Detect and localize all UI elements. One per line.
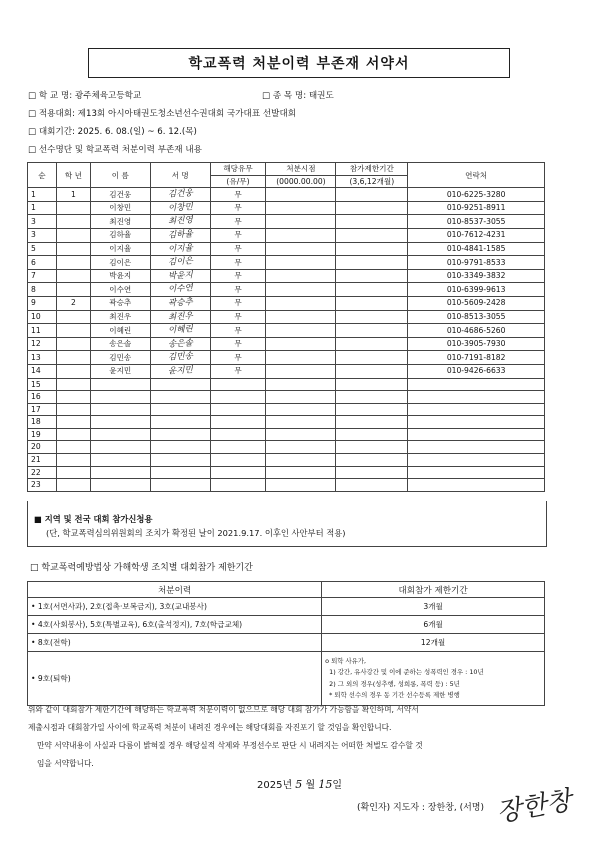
school-name: □ 학 교 명: 광주체육고등학교 [28,91,142,101]
col-name-header: 이 름 [90,163,150,188]
limit-history: • 9호(퇴학) [28,652,322,706]
row-no: 16 [28,391,57,404]
row-contact [408,378,545,391]
row-signature [150,416,210,429]
condition-line: * 퇴학 선수의 경우 동 기간 선수등록 제한 병행 [329,691,460,699]
roster-row [28,256,545,270]
roster-row [28,201,545,215]
row-contact [408,466,545,479]
row-has-record: 무 [210,310,266,324]
row-has-record: 무 [210,296,266,310]
signature-mark: 윤지민 [167,365,193,377]
row-contact [408,391,545,404]
row-contact: 010-8537-3055 [408,215,545,229]
row-signature [150,378,210,391]
row-contact: 010-3905-7930 [408,337,545,351]
row-name: 김민송 [90,351,150,365]
row-grade [56,416,90,429]
roster-row [28,215,545,229]
col-contact-header: 연락처 [408,163,545,188]
row-no: 14 [28,364,57,378]
signature-mark: 이수연 [167,283,193,295]
row-contact: 010-5609-2428 [408,296,545,310]
row-disposition-date [266,188,336,202]
row-signature [150,201,210,215]
pledge-line-3: 만약 서약내용이 사실과 다름이 밝혀질 경우 해당실적 삭제와 부정선수로 판단 시 내려지는 어떠한 처벌도 감수할 것 [37,741,423,750]
row-disposition-date [266,310,336,324]
notice-line-2: (단, 학교폭력심의위원회의 조치가 확정된 날이 2021.9.17. 이후인 사안부터 적용) [46,528,346,538]
condition-line: o 퇴학 사유가, [325,656,367,665]
roster-header-row [28,163,545,176]
row-name [90,466,150,479]
row-contact [408,403,545,416]
row-contact: 010-6399-9613 [408,283,545,297]
roster-heading: □ 선수명단 및 학교폭력 처분이력 부존재 내용 [28,145,202,155]
row-disposition-date [266,337,336,351]
pledge-line-1: 위와 같이 대회참가 제한기간에 해당하는 학교폭력 처분이력이 없으므로 해당 대회 참가가 가능함을 확인하며, 서약서 [28,705,419,714]
row-signature [150,228,210,242]
row-has-record: 무 [210,364,266,378]
row-contact [408,479,545,492]
date-year: 2025년 [257,780,293,791]
condition-line: 1) 강간, 유사강간 및 이에 준하는 성폭력인 경우 : 10년 [329,668,484,676]
row-signature [150,296,210,310]
roster-row [28,228,545,242]
row-limit-period [336,441,408,454]
col-sign-header: 서 명 [150,163,210,188]
row-grade: 2 [56,296,90,310]
row-disposition-date [266,391,336,404]
row-no: 22 [28,466,57,479]
roster-row [28,188,545,202]
limit-history: • 1호(서면사과), 2호(접촉·보복금지), 3호(교내봉사) [28,598,322,616]
event-name: □ 적용대회: 제13회 아시아태권도청소년선수권대회 국가대표 선발대회 [28,109,297,119]
limit-history: • 8호(전학) [28,634,322,652]
row-contact: 010-3349-3832 [408,269,545,283]
row-name [90,403,150,416]
row-contact: 010-8513-3055 [408,310,545,324]
roster-row [28,242,545,256]
row-limit-period [336,188,408,202]
signature-mark: 송은솔 [167,338,193,350]
row-grade [56,201,90,215]
row-signature [150,324,210,338]
row-disposition-date [266,296,336,310]
row-no: 6 [28,256,57,270]
row-has-record: 무 [210,188,266,202]
row-has-record: 무 [210,324,266,338]
row-signature [150,403,210,416]
row-disposition-date [266,215,336,229]
row-contact: 010-4841-1585 [408,242,545,256]
row-disposition-date [266,403,336,416]
signature-mark: 이지율 [167,242,193,255]
row-grade [56,479,90,492]
row-name [90,454,150,467]
row-name: 최진영 [90,215,150,229]
signature-mark: 김건웅 [167,188,193,200]
date-day-unit: 일 [332,780,343,791]
row-limit-period [336,479,408,492]
roster-row [28,454,545,467]
row-has-record [210,378,266,391]
row-grade [56,391,90,404]
row-disposition-date [266,269,336,283]
row-signature [150,479,210,492]
row-signature [150,269,210,283]
roster-row [28,479,545,492]
roster-row [28,283,545,297]
row-contact: 010-7612-4231 [408,228,545,242]
row-disposition-date [266,351,336,365]
row-limit-period [336,378,408,391]
roster-row [28,337,545,351]
row-disposition-date [266,324,336,338]
row-has-record [210,416,266,429]
row-name [90,479,150,492]
row-grade: 1 [56,188,90,202]
row-contact: 010-7191-8182 [408,351,545,365]
row-no: 12 [28,337,57,351]
row-limit-period [336,256,408,270]
row-no: 7 [28,269,57,283]
signing-date [257,776,342,791]
roster-row [28,391,545,404]
event-period: □ 대회기간: 2025. 6. 08.(일) ~ 6. 12.(목) [28,127,197,137]
row-name [90,441,150,454]
pledge-line-2: 제출시점과 대회참가일 사이에 학교폭력 처분이 내려진 경우에는 해당대회를 자진포기 할 것임을 확인합니다. [28,723,392,732]
signature-mark: 곽승추 [167,297,193,309]
row-disposition-date [266,201,336,215]
row-limit-period [336,201,408,215]
row-signature [150,441,210,454]
row-limit-period [336,466,408,479]
row-grade [56,269,90,283]
col-has-subheader: (유/무) [210,175,266,188]
roster-row [28,466,545,479]
limit-row [28,616,545,634]
signature-mark: 최진영 [167,215,193,228]
limit-header-row [28,582,545,598]
row-name: 최진우 [90,310,150,324]
row-signature [150,242,210,256]
row-name [90,416,150,429]
row-has-record: 무 [210,215,266,229]
roster-row [28,441,545,454]
row-grade [56,256,90,270]
limit-period: 6개월 [322,616,545,634]
row-no: 18 [28,416,57,429]
roster-body [28,188,545,492]
row-name: 곽승추 [90,296,150,310]
signature-mark: 이혜린 [167,324,193,336]
row-signature [150,256,210,270]
row-no: 9 [28,296,57,310]
section2-heading: □ 학교폭력예방법상 가해학생 조치별 대회참가 제한기간 [30,563,253,573]
row-limit-period [336,242,408,256]
row-limit-period [336,403,408,416]
row-grade [56,428,90,441]
row-has-record: 무 [210,201,266,215]
row-signature [150,364,210,378]
row-signature [150,310,210,324]
row-limit-period [336,351,408,365]
col-has-header: 해당유무 [210,163,266,176]
row-limit-period [336,324,408,338]
row-grade [56,403,90,416]
row-name: 이창민 [90,201,150,215]
row-signature [150,283,210,297]
row-has-record [210,479,266,492]
limit-history: • 4호(사회봉사), 5호(특별교육), 6호(출석정지), 7호(학급교체) [28,616,322,634]
row-contact [408,441,545,454]
signature-mark: 이창민 [167,202,193,214]
row-no: 23 [28,479,57,492]
row-signature [150,337,210,351]
row-contact [408,416,545,429]
signature-mark: 최진우 [167,310,193,323]
row-limit-period [336,228,408,242]
roster-row [28,269,545,283]
signature-mark: 박윤지 [167,270,193,282]
row-grade [56,351,90,365]
row-contact: 010-9426-6633 [408,364,545,378]
limit-period: 12개월 [322,634,545,652]
row-disposition-date [266,364,336,378]
row-no: 1 [28,201,57,215]
signature-mark: 김민송 [167,351,193,363]
date-day: 15 [318,778,333,791]
date-month-unit: 월 [305,780,316,791]
date-month: 5 [295,778,303,791]
roster-row [28,403,545,416]
row-no: 11 [28,324,57,338]
row-grade [56,324,90,338]
row-limit-period [336,310,408,324]
limit-history-header: 처분이력 [28,582,322,598]
row-grade [56,454,90,467]
row-has-record: 무 [210,351,266,365]
row-has-record: 무 [210,337,266,351]
row-signature [150,188,210,202]
row-has-record: 무 [210,269,266,283]
row-limit-period [336,416,408,429]
row-grade [56,378,90,391]
notice-box [27,501,547,547]
row-disposition-date [266,283,336,297]
row-name: 김이은 [90,256,150,270]
row-name [90,391,150,404]
row-signature [150,391,210,404]
roster-row [28,296,545,310]
limit-table [27,581,545,706]
row-no: 17 [28,403,57,416]
limit-row [28,634,545,652]
row-disposition-date [266,479,336,492]
col-grade-header: 학 년 [56,163,90,188]
row-no: 8 [28,283,57,297]
row-grade [56,215,90,229]
row-grade [56,242,90,256]
row-limit-period [336,454,408,467]
roster-row [28,428,545,441]
limit-period: 3개월 [322,598,545,616]
row-no: 10 [28,310,57,324]
confirmer-line: (확인자) 지도자 : 장한창, (서명) [357,803,485,813]
row-name: 이혜린 [90,324,150,338]
sport-name: □ 종 목 명: 태권도 [262,91,334,101]
roster-row [28,351,545,365]
row-has-record: 무 [210,242,266,256]
row-no: 3 [28,215,57,229]
row-has-record [210,454,266,467]
row-grade [56,228,90,242]
col-limit-subheader: (3,6,12개월) [336,175,408,188]
row-has-record [210,466,266,479]
row-no: 20 [28,441,57,454]
limit-period-header: 대회참가 제한기간 [322,582,545,598]
roster-row [28,310,545,324]
expulsion-conditions [322,652,545,706]
row-grade [56,441,90,454]
row-name: 박윤지 [90,269,150,283]
row-has-record: 무 [210,283,266,297]
row-no: 3 [28,228,57,242]
row-limit-period [336,337,408,351]
limit-row-expulsion [28,652,545,706]
signature-mark: 김하율 [167,229,193,241]
document-title: 학교폭력 처분이력 부존재 서약서 [88,48,510,78]
row-contact: 010-6225-3280 [408,188,545,202]
roster-table [27,162,545,492]
row-disposition-date [266,242,336,256]
row-signature [150,454,210,467]
signature-mark: 김이은 [167,256,193,268]
limit-row [28,598,545,616]
row-has-record [210,391,266,404]
condition-line: 2) 그 외의 경우(성추행, 성희롱, 폭력 등) : 5년 [329,679,460,688]
row-limit-period [336,364,408,378]
row-disposition-date [266,454,336,467]
row-no: 21 [28,454,57,467]
row-has-record [210,428,266,441]
row-grade [56,337,90,351]
col-date-subheader: (0000.00.00) [266,175,336,188]
row-has-record: 무 [210,228,266,242]
col-date-header: 처분시점 [266,163,336,176]
row-name: 이지율 [90,242,150,256]
row-signature [150,215,210,229]
row-limit-period [336,283,408,297]
roster-row [28,416,545,429]
row-name: 김건웅 [90,188,150,202]
row-limit-period [336,215,408,229]
handwritten-signature: 장한창 [494,785,574,829]
row-no: 15 [28,378,57,391]
row-contact [408,428,545,441]
row-no: 1 [28,188,57,202]
roster-row [28,378,545,391]
col-limit-header: 참가제한기간 [336,163,408,176]
row-signature [150,351,210,365]
row-has-record: 무 [210,256,266,270]
row-disposition-date [266,441,336,454]
row-name: 이수연 [90,283,150,297]
row-no: 5 [28,242,57,256]
row-name: 윤지민 [90,364,150,378]
row-name: 송은솔 [90,337,150,351]
row-contact: 010-4686-5260 [408,324,545,338]
row-signature [150,428,210,441]
roster-row [28,324,545,338]
row-limit-period [336,269,408,283]
row-disposition-date [266,256,336,270]
row-name: 김하율 [90,228,150,242]
row-name [90,378,150,391]
row-no: 19 [28,428,57,441]
row-disposition-date [266,428,336,441]
pledge-line-4: 임을 서약합니다. [37,759,94,768]
notice-line-1: ■ 지역 및 전국 대회 참가신청용 [34,514,153,524]
row-contact: 010-9791-8533 [408,256,545,270]
row-limit-period [336,296,408,310]
row-disposition-date [266,466,336,479]
row-disposition-date [266,416,336,429]
row-limit-period [336,428,408,441]
row-has-record [210,441,266,454]
roster-row [28,364,545,378]
row-limit-period [336,391,408,404]
row-disposition-date [266,378,336,391]
row-name [90,428,150,441]
row-contact: 010-9251-8911 [408,201,545,215]
row-has-record [210,403,266,416]
row-no: 13 [28,351,57,365]
row-disposition-date [266,228,336,242]
row-grade [56,310,90,324]
row-grade [56,466,90,479]
col-no-header: 순 [28,163,57,188]
row-contact [408,454,545,467]
row-grade [56,283,90,297]
row-signature [150,466,210,479]
row-grade [56,364,90,378]
